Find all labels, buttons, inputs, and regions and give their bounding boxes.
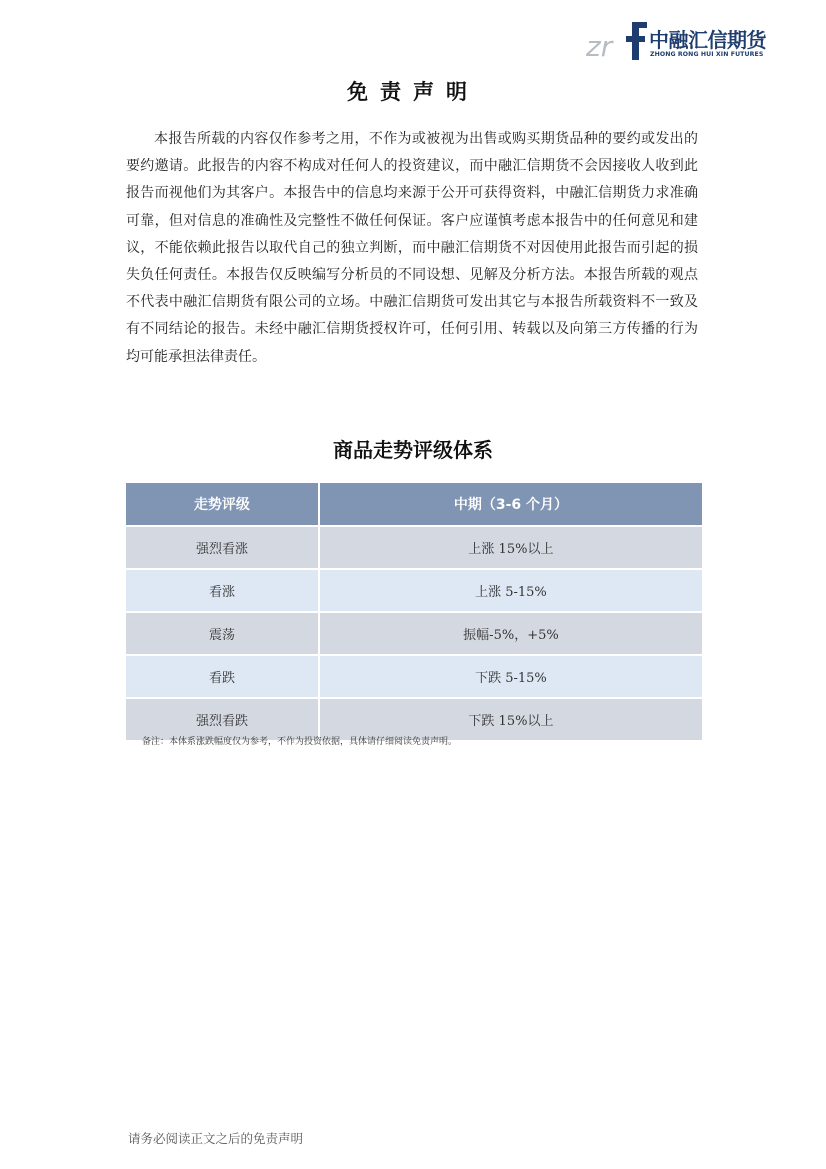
disclaimer-body: 本报告所载的内容仅作参考之用，不作为或被视为出售或购买期货品种的要约或发出的要约邀请。此报告的内容不构成对任何人的投资建议，而中融汇信期货不会因接收人收到此报告而视他们为其客户。本报告中的信息均来源于公开可获得资料，中融汇信期货力求准确可靠，但对信息的准确性及完整性不做任何保证。客户应谨慎考虑本报告中的任何意见和建议，不能依赖此报告以取代自己的独立判断，而中融汇信期货不对因使用此报告而引起的损失负任何责任。本报告仅反映编写分析员的不同设想、见解及分析方法。本报告所载的观点不代表中融汇信期货有限公司的立场。中融汇信期货可发出其它与本报告所载资料不一致及有不同结论的报告。未经中融汇信期货授权许可，任何引用、转载以及向第三方传播的行为均可能承担法律责任。 [126,131,698,365]
range-cell: 下跌 5-15% [319,655,702,698]
rating-table [126,483,702,740]
disclaimer-title: 免责声明 [347,79,479,104]
rating-cell: 震荡 [126,612,319,655]
rating-cell: 看跌 [126,655,319,698]
rating-system-title: 商品走势评级体系 [333,438,493,462]
range-cell: 上涨 15%以上 [319,526,702,569]
range-cell: 上涨 5-15% [319,569,702,612]
rating-cell: 看涨 [126,569,319,612]
table-row [126,569,702,612]
rating-cell: 强烈看涨 [126,526,319,569]
logo-english-name: ZHONG RONG HUI XIN FUTURES [650,51,764,58]
range-cell: 振幅-5%，+5% [319,612,702,655]
header-rating: 走势评级 [126,483,319,526]
table-row [126,612,702,655]
company-logo [586,18,776,62]
table-note: 备注：本体系涨跌幅度仅为参考，不作为投资依据，具体请仔细阅读免责声明。 [142,737,458,747]
rating-cell: 强烈看跌 [126,698,319,740]
header-mid-term: 中期（3-6 个月） [319,483,702,526]
table-row [126,526,702,569]
svg-text:zr: zr [586,30,613,62]
footer-disclaimer-notice: 请务必阅读正文之后的免责声明 [128,1131,304,1146]
logo-chinese-name: 中融汇信期货 [649,28,766,52]
table-row [126,655,702,698]
zrf-logo-icon [586,18,648,62]
table-header-row [126,483,702,526]
range-cell: 下跌 15%以上 [319,698,702,740]
